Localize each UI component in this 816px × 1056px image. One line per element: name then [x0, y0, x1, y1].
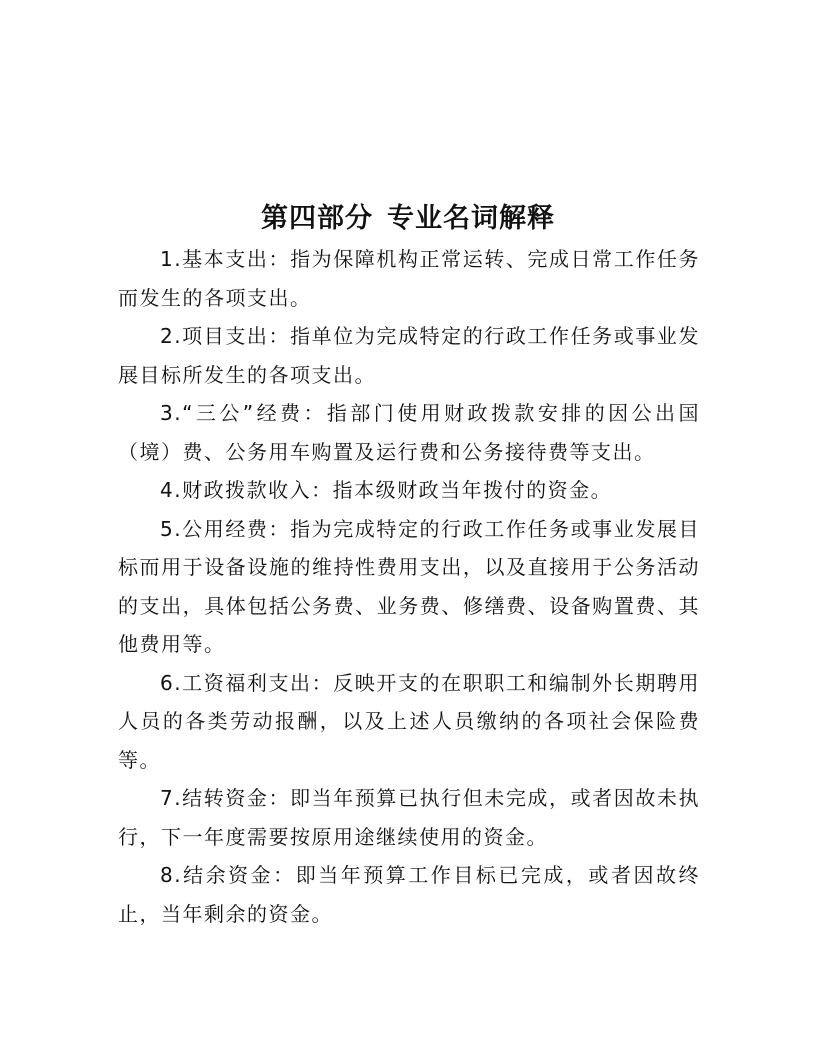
definition-text: 指本级财政当年拨付的资金。: [332, 478, 613, 502]
definition-term: 1.基本支出：: [160, 247, 291, 271]
definition-term: 8.结余资金：: [160, 863, 296, 887]
definition-item: [118, 510, 700, 664]
definition-item: [118, 664, 700, 780]
definition-item: [118, 394, 700, 471]
page-title: [0, 196, 816, 235]
definition-term: 3.“三公”经费：: [160, 401, 327, 425]
definition-term: 5.公用经费：: [160, 516, 291, 541]
definition-text: 指部门使用财政拨款安排的因公出国（境）费、公务用车购置及运行费和公务接待费等支出。: [118, 401, 700, 464]
definition-item: [118, 317, 700, 394]
definitions-body: [118, 240, 700, 933]
definition-text: 反映开支的在职职工和编制外长期聘用人员的各类劳动报酬，以及上述人员缴纳的各项社会保险费等。: [118, 670, 700, 772]
definition-text: 指单位为完成特定的行政工作任务或事业发展目标所发生的各项支出。: [118, 324, 700, 387]
definition-term: 2.项目支出：: [160, 324, 291, 348]
page-title-part: 第四部分: [261, 203, 373, 234]
definition-term: 6.工资福利支出：: [160, 670, 334, 695]
definition-text: 即当年预算工作目标已完成，或者因故终止，当年剩余的资金。: [118, 863, 701, 926]
definition-item: [118, 779, 700, 856]
definition-term: 4.财政拨款收入：: [160, 478, 333, 502]
definition-text: 指为完成特定的行政工作任务或事业发展目标而用于设备设施的维持性费用支出，以及直接用于公务活动的支出，具体包括公务费、业务费、修缮费、设备购置费、其他费用等。: [118, 516, 700, 656]
definition-item: [118, 240, 700, 317]
definition-item: [118, 471, 700, 510]
definition-text: 指为保障机构正常运转、完成日常工作任务而发生的各项支出。: [118, 247, 700, 310]
page-title-subject: 专业名词解释: [387, 203, 555, 234]
definition-term: 7.结转资金：: [160, 786, 291, 810]
definition-item: [118, 856, 700, 933]
definition-text: 即当年预算已执行但未完成，或者因故未执行，下一年度需要按原用途继续使用的资金。: [118, 786, 700, 849]
